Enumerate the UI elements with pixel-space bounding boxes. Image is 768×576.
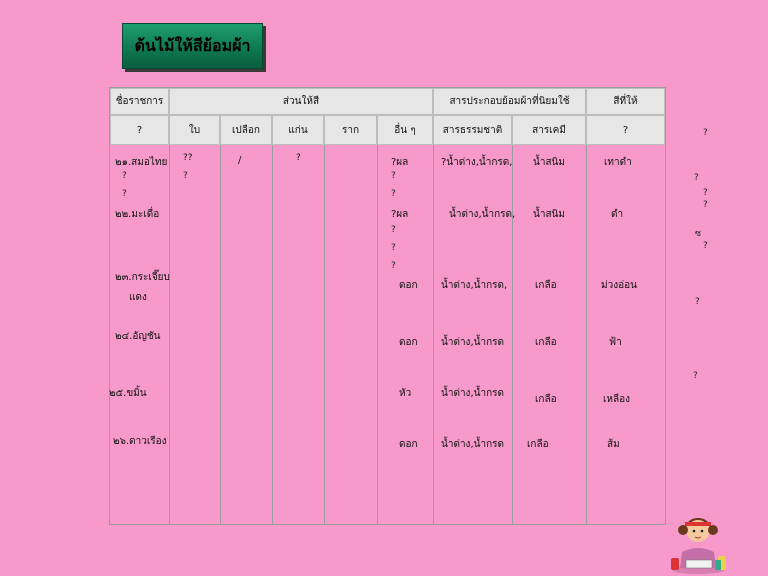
stray-mark: ? [183, 171, 188, 181]
subheader-name [110, 115, 169, 145]
slide-title [122, 23, 263, 69]
stray-mark: ซ [695, 229, 702, 239]
row6-other: ดอก [399, 439, 418, 450]
subheader-bark [220, 115, 272, 145]
header-mordant-text: สารประกอบย้อมผ้าที่นิยมใช้ [449, 96, 570, 107]
header-color [586, 88, 665, 115]
row6-chemical: เกลือ [527, 439, 549, 450]
stray-mark: ? [391, 243, 396, 253]
row2-chemical: น้ำสนิม [533, 209, 565, 220]
row1-color: เทาดำ [604, 157, 632, 168]
row6-color: ส้ม [607, 439, 620, 450]
col-divider [220, 145, 221, 525]
row3-color: ม่วงอ่อน [601, 280, 637, 291]
row5-other: หัว [399, 388, 412, 399]
row6-name: ๒๖.ดาวเรือง [113, 436, 167, 447]
col-divider [377, 145, 378, 525]
stray-mark: ? [703, 188, 708, 198]
stray-mark: ? [695, 297, 700, 307]
stray-mark: ? [693, 371, 698, 381]
subheader-color [586, 115, 665, 145]
stray-mark: ? [703, 128, 708, 138]
stray-mark: ? [694, 173, 699, 183]
slide-title-text: ต้นไม้ให้สีย้อมผ้า [134, 35, 251, 55]
col-divider [586, 145, 587, 525]
row5-chemical: เกลือ [535, 394, 557, 405]
subheader-root [324, 115, 377, 145]
row6-natural: น้ำด่าง,น้ำกรด [441, 439, 504, 450]
stray-mark: ? [391, 225, 396, 235]
row4-chemical: เกลือ [535, 337, 557, 348]
stray-mark: ? [703, 241, 708, 251]
row3-name-cont: แดง [129, 292, 147, 303]
col-divider [433, 145, 434, 525]
header-mordant [433, 88, 586, 115]
row2-name: ๒๒.มะเดื่อ [115, 209, 160, 220]
row2-other: ?ผล [391, 209, 409, 220]
row5-color: เหลือง [603, 394, 631, 405]
row3-chemical: เกลือ [535, 280, 557, 291]
stray-mark: ? [122, 189, 127, 199]
subheader-other-text: อื่น ๆ [394, 124, 416, 136]
girl-reading-illustration [668, 508, 730, 574]
col-divider [512, 145, 513, 525]
row1-natural: ?น้ำด่าง,น้ำกรด, [441, 157, 513, 168]
row4-natural: น้ำด่าง,น้ำกรด [441, 337, 504, 348]
row1-heartwood: ? [296, 153, 301, 163]
row4-other: ดอก [399, 337, 418, 348]
row3-name: ๒๓.กระเจี๊ยบ [115, 272, 170, 283]
subheader-heartwood-text: แก่น [288, 124, 308, 136]
stray-mark: ? [391, 261, 396, 271]
row4-color: ฟ้า [609, 337, 622, 348]
subheader-color-text: ? [622, 124, 629, 136]
subheader-root-text: ราก [341, 124, 360, 136]
stray-mark: ? [122, 171, 127, 181]
row1-chemical: น้ำสนิม [533, 157, 565, 168]
row5-name: ๒๕.ขมิ้น [109, 388, 147, 399]
header-name [110, 88, 169, 115]
row1-name: ๒๑.สมอไทย [115, 157, 168, 168]
header-color-text: สีที่ให้ [613, 96, 638, 107]
row1-bark: / [238, 155, 242, 166]
row4-name: ๒๔.อัญชัน [115, 331, 161, 342]
row3-natural: น้ำด่าง,น้ำกรด, [441, 280, 508, 291]
col-divider [324, 145, 325, 525]
row1-leaf: ?? [183, 153, 193, 163]
stray-mark: ? [391, 189, 396, 199]
row5-natural: น้ำด่าง,น้ำกรด [441, 388, 504, 399]
subheader-bark-text: เปลือก [232, 124, 260, 136]
stray-mark: ? [703, 200, 708, 210]
row3-other: ดอก [399, 280, 418, 291]
subheader-leaf [169, 115, 220, 145]
subheader-name-text: ? [136, 124, 143, 136]
row1-other: ?ผล [391, 157, 409, 168]
subheader-chemical [512, 115, 586, 145]
row2-color: ดำ [611, 209, 624, 220]
header-name-text: ชื่อราชการ [115, 96, 164, 107]
header-parts [169, 88, 433, 115]
stray-mark: ? [391, 171, 396, 181]
col-divider [169, 145, 170, 525]
header-parts-text: ส่วนให้สี [282, 96, 320, 107]
subheader-natural-text: สารธรรมชาติ [442, 124, 503, 136]
subheader-heartwood [272, 115, 324, 145]
subheader-leaf-text: ใบ [188, 124, 201, 136]
subheader-other [377, 115, 433, 145]
col-divider [272, 145, 273, 525]
subheader-chemical-text: สารเคมี [532, 124, 566, 136]
subheader-natural [433, 115, 512, 145]
row2-natural: น้ำด่าง,น้ำกรด, [449, 209, 516, 220]
